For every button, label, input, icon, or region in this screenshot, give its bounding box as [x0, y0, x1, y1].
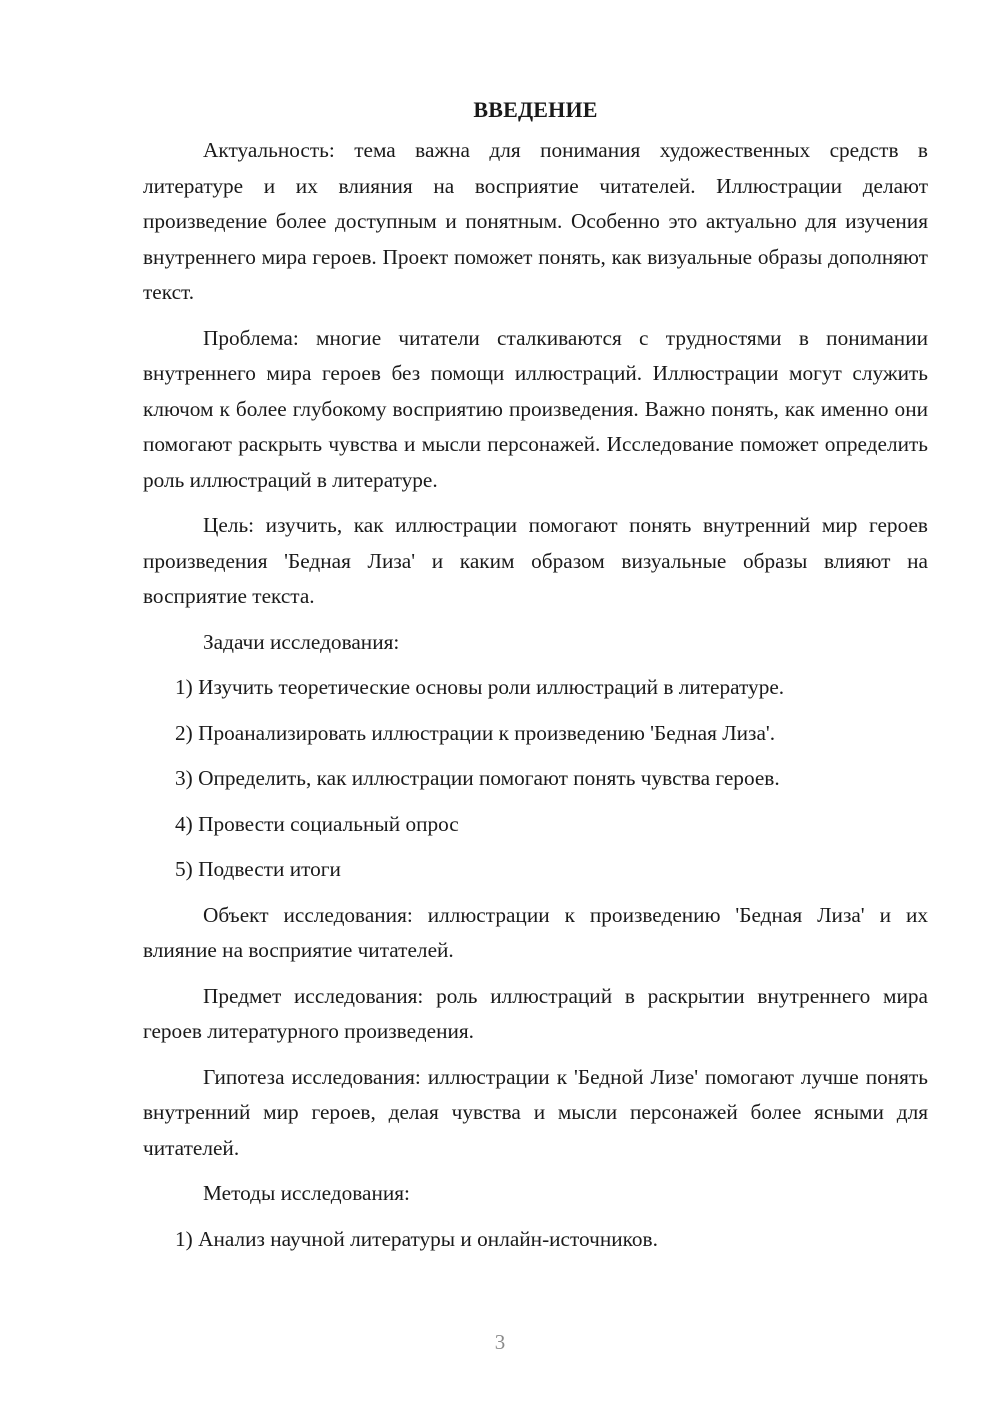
task-item: 3) Определить, как иллюстрации помогают понять чувства героев. — [175, 766, 780, 790]
task-item: 2) Проанализировать иллюстрации к произведению 'Бедная Лиза'. — [175, 720, 776, 745]
subject-paragraph: Предмет исследования: роль иллюстраций в раскрытии внутреннего мира героев литературного произведения. — [143, 983, 928, 1043]
methods-label: Методы исследования: — [203, 1181, 410, 1205]
method-item: 1) Анализ научной литературы и онлайн-источников. — [175, 1226, 658, 1251]
task-item: 5) Подвести итоги — [175, 857, 341, 881]
goal-paragraph: Цель: изучить, как иллюстрации помогают понять внутренний мир героев произведения 'Бедная Лиза' и каким образом визуальные образы влияют на восприятие текста. — [143, 513, 928, 608]
section-title: ВВЕДЕНИЕ — [473, 97, 598, 122]
task-item: 1) Изучить теоретические основы роли иллюстраций в литературе. — [175, 675, 785, 699]
problem-paragraph: Проблема: многие читатели сталкиваются с трудностями в понимании внутреннего мира героев без помощи иллюстраций. Иллюстрации могут служить ключом к более глубокому восприятию произведения. Важно понять, как именно они помогают раскрыть чувства и мысли персонажей. Исследование поможет определить роль иллюстраций в литературе. — [143, 325, 928, 492]
tasks-list — [143, 670, 928, 888]
page-number: 3 — [494, 1330, 506, 1354]
relevance-paragraph: Актуальность: тема важна для понимания художественных средств в литературе и их влияния на восприятие читателей. Иллюстрации делают произведение более доступным и понятным. Особенно это актуально для изучения внутреннего мира героев. Проект поможет понять, как визуальные образы дополняют текст. — [143, 138, 928, 304]
task-item: 4) Провести социальный опрос — [175, 811, 459, 836]
object-paragraph: Объект исследования: иллюстрации к произведению 'Бедная Лиза' и их влияние на восприятие читателей. — [143, 902, 928, 962]
document-page — [143, 92, 928, 1267]
tasks-label: Задачи исследования: — [203, 629, 400, 654]
hypothesis-paragraph: Гипотеза исследования: иллюстрации к 'Бедной Лизе' помогают лучше понять внутренний мир героев, делая чувства и мысли персонажей более ясными для читателей. — [143, 1064, 928, 1160]
methods-list — [143, 1222, 928, 1258]
